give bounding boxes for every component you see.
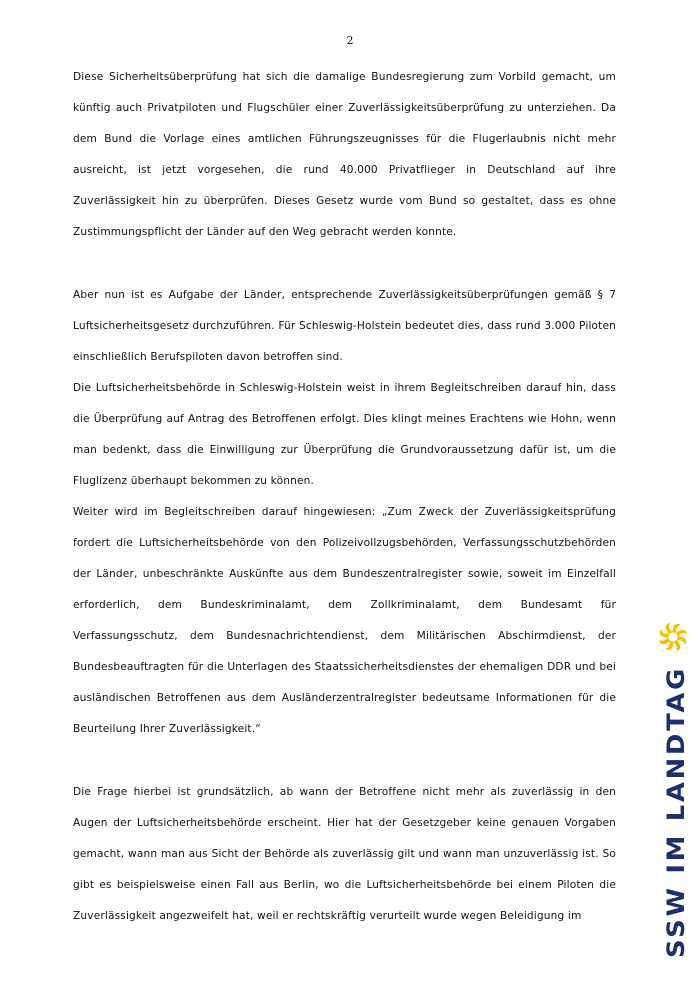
brand-wordmark	[656, 664, 690, 960]
ssw-brand	[656, 616, 690, 966]
paragraph-5: Die Frage hierbei ist grundsätzlich, ab wann der Betroffene nicht mehr als zuverlässig in den Augen der Luftsicherheitsbehörde erscheint. Hier hat der Gesetzgeber keine genauen Vorgaben gemacht, wann man aus Sicht der Behörde als zuverlässig gilt und wann man unzuverlässig ist. So gibt es beispielsweise einen Fall aus Berlin, wo die Luftsicherheitsbehörde bei einem Piloten die Zuverlässigkeit angezweifelt hat, weil er rechtskräftig verurteilt wurde wegen Beleidigung im	[73, 786, 616, 922]
brand-text: SSW IM LANDTAG	[662, 686, 690, 958]
paragraph-2: Aber nun ist es Aufgabe der Länder, entsprechende Zuverlässigkeitsüberprüfungen gemäß § 7 Luftsicherheitsgesetz durchzuführen. Für Schleswig-Holstein bedeutet dies, dass rund 3.000 Piloten einschließlich Berufspiloten davon betroffen sind.	[73, 289, 616, 363]
ssw-sun-logo-icon	[656, 620, 690, 654]
page-number: 2	[346, 34, 354, 47]
paragraph-4: Weiter wird im Begleitschreiben darauf hingewiesen: „Zum Zweck der Zuverlässigkeitsprüfung fordert die Luftsicherheitsbehörde von den Polizeivollzugsbehörden, Verfassungsschutzbehörden der Länder, unbeschränkte Auskünfte aus dem Bundeszentralregister sowie, soweit im Einzelfall erforderlich, dem Bundeskriminalamt, dem Zollkriminalamt, dem Bundesamt für Verfassungsschutz, dem Bundesnachrichtendienst, dem Militärischen Abschirmdienst, der Bundesbeauftragten für die Unterlagen des Staatssicherheitsdienstes der ehemaligen DDR und bei ausländischen Betroffenen aus dem Ausländerzentralregister bedeutsame Informationen für die Beurteilung Ihrer Zuverlässigkeit.“	[73, 506, 616, 735]
document-body	[73, 62, 616, 932]
paragraph-3: Die Luftsicherheitsbehörde in Schleswig-Holstein weist in ihrem Begleitschreiben darauf hin, dass die Überprüfung auf Antrag des Betroffenen erfolgt. Dies klingt meines Erachtens wie Hohn, wenn man bedenkt, dass die Einwilligung zur Überprüfung die Grundvoraussetzung dafür ist, um die Fluglizenz überhaupt bekommen zu können.	[73, 382, 616, 487]
paragraph-1: Diese Sicherheitsüberprüfung hat sich die damalige Bundesregierung zum Vorbild gemacht, um künftig auch Privatpiloten und Flugschüler einer Zuverlässigkeitsüberprüfung zu unterziehen. Da dem Bund die Vorlage eines amtlichen Führungszeugnisses für die Flugerlaubnis nicht mehr ausreicht, ist jetzt vorgesehen, die rund 40.000 Privatflieger in Deutschland auf ihre Zuverlässigkeit hin zu überprüfen. Dieses Gesetz wurde vom Bund so gestaltet, dass es ohne Zustimmungspflicht der Länder auf den Weg gebracht werden konnte.	[73, 71, 616, 238]
